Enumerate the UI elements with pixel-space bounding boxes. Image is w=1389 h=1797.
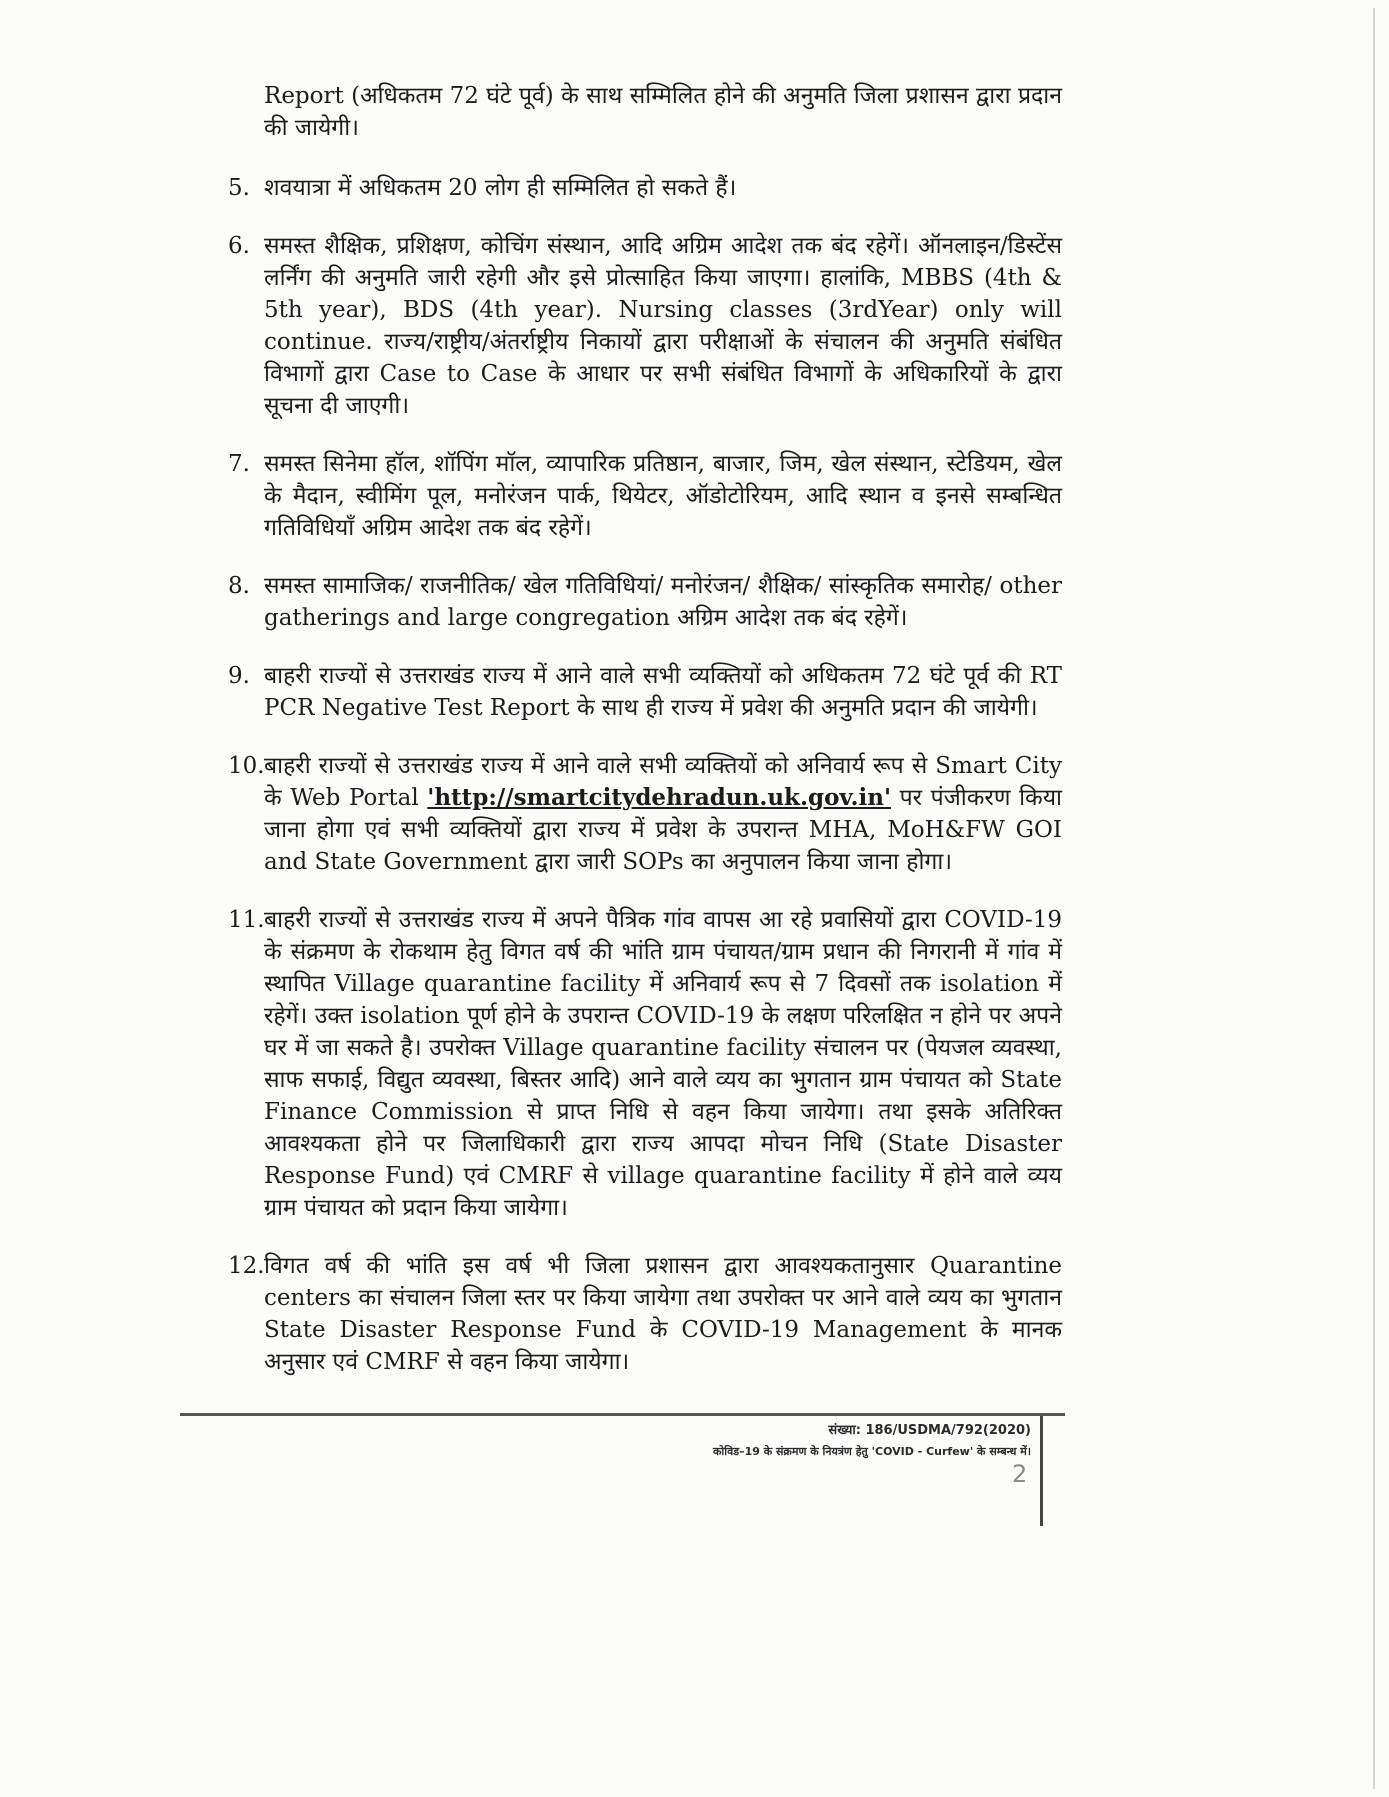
item-number: 9.	[228, 663, 250, 689]
list-item-6	[228, 230, 1062, 422]
continuation-paragraph: Report (अधिकतम 72 घंटे पूर्व) के साथ सम्मिलित होने की अनुमति जिला प्रशासन द्वारा प्रदान की जायेगी।	[264, 83, 1062, 141]
item-text-after-link: पर पंजीकरण किया जाना होगा एवं सभी व्यक्तियों द्वारा राज्य में प्रवेश के उपरान्त MHA, MoH&FW GOI and State Government द्वारा जारी SOPs का अनुपालन किया जाना होगा।	[264, 785, 1062, 875]
list-item-11	[228, 904, 1062, 1224]
list-item-12	[228, 1250, 1062, 1378]
item-text	[264, 750, 1062, 878]
item-number: 10.	[228, 753, 265, 779]
item-text: समस्त सामाजिक/ राजनीतिक/ खेल गतिविधियां/ मनोरंजन/ शैक्षिक/ सांस्कृतिक समारोह/ other gatherings and large congregation अग्रिम आदेश तक बंद रहेगें।	[264, 573, 1062, 631]
item-number: 7.	[228, 451, 250, 477]
item-number: 8.	[228, 573, 250, 599]
list-item-10	[228, 750, 1062, 878]
footer-divider	[180, 1413, 1065, 1416]
item-text: समस्त सिनेमा हॉल, शॉपिंग मॉल, व्यापारिक प्रतिष्ठान, बाजार, जिम, खेल संस्थान, स्टेडियम, खेल के मैदान, स्वीमिंग पूल, मनोरंजन पार्क, थियेटर, ऑडोटोरियम, आदि स्थान व इनसे सम्बन्धित गतिविधियाँ अग्रिम आदेश तक बंद रहेगें।	[264, 451, 1062, 541]
list-item-8	[228, 570, 1062, 634]
item-text: बाहरी राज्यों से उत्तराखंड राज्य में आने वाले सभी व्यक्तियों को अधिकतम 72 घंटे पूर्व की RT PCR Negative Test Report के साथ ही राज्य में प्रवेश की अनुमति प्रदान की जायेगी।	[264, 663, 1062, 721]
footer-subject: कोविड–19 के संक्रमण के नियत्रंण हेतु 'COVID - Curfew' के सम्बन्ध में।	[712, 1445, 1031, 1458]
item-number: 11.	[228, 907, 265, 933]
item-text: बाहरी राज्यों से उत्तराखंड राज्य में अपने पैत्रिक गांव वापस आ रहे प्रवासियों द्वारा COVID-19 के संक्रमण के रोकथाम हेतु विगत वर्ष की भांति ग्राम पंचायत/ग्राम प्रधान की निगरानी में गांव में स्थापित Village quarantine facility में अनिवार्य रूप से 7 दिवसों तक isolation में रहेगें। उक्त isolation पूर्ण होने के उपरान्त COVID-19 के लक्षण परिलक्षित न होने पर अपने घर में जा सकते है। उपरोक्त Village quarantine facility संचालन पर (पेयजल व्यवस्था, साफ सफाई, विद्युत व्यवस्था, बिस्तर आदि) आने वाले व्यय का भुगतान ग्राम पंचायत को State Finance Commission से प्राप्त निधि से वहन किया जायेगा। तथा इसके अतिरिक्त आवश्यकता होने पर जिलाधिकारी द्वारा राज्य आपदा मोचन निधि (State Disaster Response Fund) एवं CMRF से village quarantine facility में होने वाले व्यय ग्राम पंचायत को प्रदान किया जायेगा।	[264, 907, 1062, 1221]
item-text: विगत वर्ष की भांति इस वर्ष भी जिला प्रशासन द्वारा आवश्यकतानुसार Quarantine centers का संचालन जिला स्तर पर किया जायेगा तथा उपरोक्त पर आने वाले व्यय का भुगतान State Disaster Response Fund के COVID-19 Management के मानक अनुसार एवं CMRF से वहन किया जायेगा।	[264, 1253, 1062, 1375]
reference-number: संख्या: 186/USDMA/792(2020)	[828, 1423, 1031, 1438]
smart-city-portal-link[interactable]: 'http://smartcitydehradun.uk.gov.in'	[427, 784, 891, 811]
page-number: 2	[1012, 1460, 1028, 1488]
item-number: 6.	[228, 233, 250, 259]
footer-vertical-rule	[1040, 1416, 1043, 1526]
page-edge-shadow	[1373, 8, 1375, 1789]
item-text: समस्त शैक्षिक, प्रशिक्षण, कोचिंग संस्थान, आदि अग्रिम आदेश तक बंद रहेगें। ऑनलाइन/डिस्टेंस लर्निंग की अनुमति जारी रहेगी और इसे प्रोत्साहित किया जाएगा। हालांकि, MBBS (4th & 5th year), BDS (4th year). Nursing classes (3rdYear) only will continue. राज्य/राष्ट्रीय/अंतर्राष्ट्रीय निकायों द्वारा परीक्षाओं के संचालन की अनुमति संबंधित विभागों द्वारा Case to Case के आधार पर सभी संबंधित विभागों के अधिकारियों के द्वारा सूचना दी जाएगी।	[264, 233, 1062, 419]
item-number: 5.	[228, 175, 250, 201]
item-text: शवयात्रा में अधिकतम 20 लोग ही सम्मिलित हो सकते हैं।	[264, 175, 737, 201]
document-body	[228, 80, 1062, 1404]
list-item-5	[228, 172, 1062, 204]
list-item-7	[228, 448, 1062, 544]
item-number: 12.	[228, 1253, 265, 1279]
list-item-9	[228, 660, 1062, 724]
item-text-before-link: बाहरी राज्यों से उत्तराखंड राज्य में आने वाले सभी व्यक्तियों को अनिवार्य रूप से Smart City के Web Portal	[264, 753, 1062, 811]
